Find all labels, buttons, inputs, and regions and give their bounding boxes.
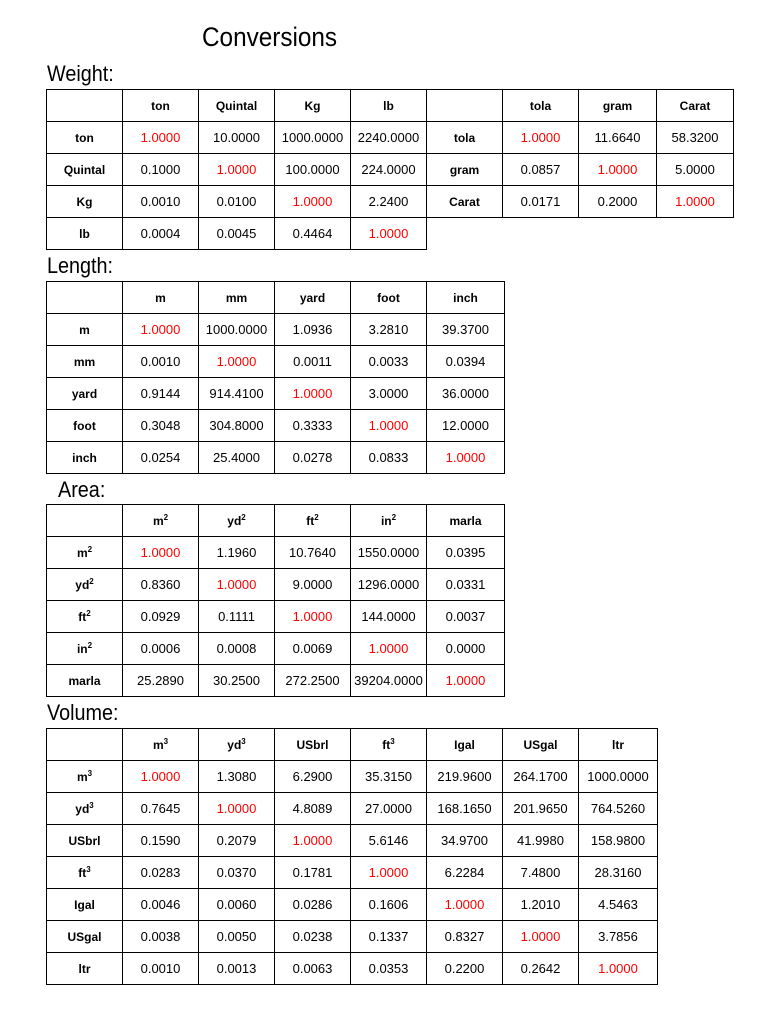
table-cell: 0.0045 (199, 218, 275, 250)
table-cell: 1.0000 (351, 410, 427, 442)
weight-section-label: Weight: (47, 61, 114, 86)
row-header-text: in (76, 641, 88, 656)
row-header-text: ft (78, 609, 87, 624)
table-cell: 1.0000 (275, 378, 351, 410)
table-cell: 1.0000 (123, 537, 199, 569)
table-cell: 6.2284 (427, 857, 503, 889)
table-cell: 1.0936 (275, 314, 351, 346)
table-cell: 0.3048 (123, 410, 199, 442)
table-cell: 1.0000 (427, 442, 505, 474)
table-cell: 0.0008 (199, 633, 275, 665)
column-header-text: ft (382, 737, 391, 752)
table-cell: 0.0006 (123, 633, 199, 665)
table-cell: 1296.0000 (351, 569, 427, 601)
table-row (47, 633, 505, 665)
table-cell: 0.0037 (427, 601, 505, 633)
table-cell: 1.0000 (351, 857, 427, 889)
table-cell: 0.2200 (427, 953, 503, 985)
table-cell: 36.0000 (427, 378, 505, 410)
table-cell: 100.0000 (275, 154, 351, 186)
table-cell: 10.7640 (275, 537, 351, 569)
row-header-text: marla (68, 673, 101, 688)
row-header: inch (47, 442, 123, 474)
table-cell: 0.0283 (123, 857, 199, 889)
table-cell: 0.0010 (123, 346, 199, 378)
column-header-text: marla (449, 513, 482, 528)
table-cell: 28.3160 (579, 857, 658, 889)
table-row (47, 122, 734, 154)
empty-cell (657, 218, 734, 250)
volume-table (46, 728, 658, 985)
column-header (123, 505, 199, 537)
column-header (579, 729, 658, 761)
table-cell: 3.2810 (351, 314, 427, 346)
column-header: Carat (657, 90, 734, 122)
table-cell: 58.3200 (657, 122, 734, 154)
area-table (46, 504, 505, 697)
table-cell: 1.0000 (503, 921, 579, 953)
column-header (503, 729, 579, 761)
column-header-exponent: 2 (314, 512, 319, 522)
row-header (47, 537, 123, 569)
column-header (199, 505, 275, 537)
table-cell: 2240.0000 (351, 122, 427, 154)
row-header (47, 889, 123, 921)
table-cell: 0.9144 (123, 378, 199, 410)
table-row (47, 154, 734, 186)
table-row (47, 793, 658, 825)
row-header-text: m (76, 545, 88, 560)
row-header-text: yd (75, 577, 90, 592)
table-cell: 764.5260 (579, 793, 658, 825)
empty-cell (503, 218, 579, 250)
column-header-exponent: 2 (241, 512, 246, 522)
table-header-row (47, 90, 734, 122)
column-header: inch (427, 282, 505, 314)
row-header-exponent: 3 (89, 800, 94, 810)
table-cell: 0.0278 (275, 442, 351, 474)
table-row (47, 218, 734, 250)
row-header: yard (47, 378, 123, 410)
table-cell: 1.1960 (199, 537, 275, 569)
table-cell: 272.2500 (275, 665, 351, 697)
table-cell: 10.0000 (199, 122, 275, 154)
row-header: Kg (47, 186, 123, 218)
page-title: Conversions (202, 22, 338, 52)
table-cell: 0.0046 (123, 889, 199, 921)
table-cell: 27.0000 (351, 793, 427, 825)
table-cell: 1000.0000 (579, 761, 658, 793)
table-cell: 1.0000 (199, 154, 275, 186)
column-header-exponent: 3 (241, 736, 246, 746)
table-cell: 1.0000 (351, 218, 427, 250)
row-header: tola (427, 122, 503, 154)
table-cell: 0.0050 (199, 921, 275, 953)
table-cell: 1.0000 (275, 186, 351, 218)
table-cell: 0.0100 (199, 186, 275, 218)
table-cell: 0.0010 (123, 186, 199, 218)
table-cell: 0.0004 (123, 218, 199, 250)
table-cell: 158.9800 (579, 825, 658, 857)
table-row (47, 314, 505, 346)
table-cell: 0.0370 (199, 857, 275, 889)
row-header-exponent: 2 (89, 576, 94, 586)
table-cell: 1550.0000 (351, 537, 427, 569)
table-row (47, 889, 658, 921)
table-cell: 7.4800 (503, 857, 579, 889)
table-header-row (47, 282, 505, 314)
corner-cell (47, 505, 123, 537)
table-cell: 2.2400 (351, 186, 427, 218)
column-header-exponent: 2 (391, 512, 397, 522)
table-cell: 0.7645 (123, 793, 199, 825)
row-header: lb (47, 218, 123, 250)
row-header-text: yd (75, 801, 90, 816)
column-header-text: USgal (523, 737, 558, 752)
column-header: ton (123, 90, 199, 122)
weight-table (46, 89, 734, 250)
row-header: m (47, 314, 123, 346)
table-header-row (47, 505, 505, 537)
table-cell: 3.0000 (351, 378, 427, 410)
row-header (47, 825, 123, 857)
table-cell: 304.8000 (199, 410, 275, 442)
table-cell: 224.0000 (351, 154, 427, 186)
table-cell: 0.0060 (199, 889, 275, 921)
table-cell: 914.4100 (199, 378, 275, 410)
table-cell: 1.0000 (427, 889, 503, 921)
row-header (47, 953, 123, 985)
table-cell: 25.4000 (199, 442, 275, 474)
row-header: foot (47, 410, 123, 442)
column-header (351, 505, 427, 537)
table-cell: 0.2000 (579, 186, 657, 218)
table-cell: 1000.0000 (199, 314, 275, 346)
table-row (47, 825, 658, 857)
column-header-text: ft (306, 513, 315, 528)
table-row (47, 761, 658, 793)
table-cell: 219.9600 (427, 761, 503, 793)
table-cell: 4.5463 (579, 889, 658, 921)
row-header-text: USgal (67, 929, 102, 944)
table-cell: 0.1781 (275, 857, 351, 889)
table-cell: 264.1700 (503, 761, 579, 793)
table-cell: 1.0000 (351, 633, 427, 665)
column-header (275, 729, 351, 761)
column-header-exponent: 3 (390, 736, 395, 746)
row-header-exponent: 2 (87, 544, 93, 554)
row-header: ton (47, 122, 123, 154)
table-cell: 11.6640 (579, 122, 657, 154)
table-cell: 1.0000 (199, 793, 275, 825)
table-cell: 1.0000 (657, 186, 734, 218)
column-header: foot (351, 282, 427, 314)
table-cell: 1.0000 (123, 314, 199, 346)
table-row (47, 857, 658, 889)
corner-cell (47, 90, 123, 122)
table-row (47, 410, 505, 442)
column-header-text: m (152, 513, 164, 528)
column-header: mm (199, 282, 275, 314)
table-cell: 1.3080 (199, 761, 275, 793)
row-header (47, 761, 123, 793)
table-cell: 0.0171 (503, 186, 579, 218)
table-cell: 0.4464 (275, 218, 351, 250)
area-section-label: Area: (58, 477, 106, 502)
column-header (123, 729, 199, 761)
column-header-text: Igal (454, 737, 475, 752)
length-table (46, 281, 505, 474)
table-cell: 5.6146 (351, 825, 427, 857)
table-cell: 0.0833 (351, 442, 427, 474)
table-cell: 6.2900 (275, 761, 351, 793)
table-cell: 12.0000 (427, 410, 505, 442)
volume-section-label: Volume: (47, 700, 119, 725)
row-header-exponent: 3 (87, 768, 93, 778)
table-cell: 35.3150 (351, 761, 427, 793)
table-cell: 39204.0000 (351, 665, 427, 697)
table-cell: 0.0063 (275, 953, 351, 985)
table-cell: 0.0033 (351, 346, 427, 378)
table-row (47, 921, 658, 953)
table-cell: 0.1111 (199, 601, 275, 633)
row-header (47, 665, 123, 697)
table-cell: 0.0331 (427, 569, 505, 601)
row-header (47, 601, 123, 633)
row-header (47, 633, 123, 665)
table-row (47, 569, 505, 601)
table-cell: 30.2500 (199, 665, 275, 697)
table-cell: 41.9980 (503, 825, 579, 857)
column-header: yard (275, 282, 351, 314)
table-cell: 0.1000 (123, 154, 199, 186)
table-row (47, 378, 505, 410)
table-cell: 168.1650 (427, 793, 503, 825)
table-row (47, 537, 505, 569)
table-row (47, 665, 505, 697)
row-header-exponent: 2 (86, 608, 91, 618)
row-header: Quintal (47, 154, 123, 186)
row-header-text: ft (78, 865, 87, 880)
table-cell: 4.8089 (275, 793, 351, 825)
column-header (427, 505, 505, 537)
column-header-text: ltr (612, 737, 624, 752)
column-header: gram (579, 90, 657, 122)
column-header: tola (503, 90, 579, 122)
table-cell: 34.9700 (427, 825, 503, 857)
table-row (47, 186, 734, 218)
column-header: lb (351, 90, 427, 122)
row-header-text: Igal (74, 897, 95, 912)
empty-cell (427, 218, 503, 250)
table-cell: 1000.0000 (275, 122, 351, 154)
table-cell: 0.2079 (199, 825, 275, 857)
table-cell: 1.0000 (579, 953, 658, 985)
table-cell: 0.0238 (275, 921, 351, 953)
table-cell: 0.0394 (427, 346, 505, 378)
row-header (47, 921, 123, 953)
table-cell: 0.8360 (123, 569, 199, 601)
row-header: gram (427, 154, 503, 186)
table-cell: 0.0395 (427, 537, 505, 569)
column-header (199, 729, 275, 761)
table-cell: 0.0011 (275, 346, 351, 378)
column-header-exponent: 3 (163, 736, 169, 746)
table-cell: 5.0000 (657, 154, 734, 186)
table-cell: 0.0013 (199, 953, 275, 985)
table-cell: 1.2010 (503, 889, 579, 921)
table-cell: 0.0353 (351, 953, 427, 985)
table-cell: 0.1337 (351, 921, 427, 953)
column-header (351, 729, 427, 761)
table-cell: 25.2890 (123, 665, 199, 697)
table-cell: 0.0038 (123, 921, 199, 953)
table-cell: 0.0857 (503, 154, 579, 186)
table-cell: 1.0000 (199, 346, 275, 378)
column-header-text: in (380, 513, 392, 528)
table-row (47, 442, 505, 474)
corner-cell (47, 282, 123, 314)
row-header (47, 569, 123, 601)
row-header-text: ltr (78, 961, 91, 976)
column-header: Kg (275, 90, 351, 122)
column-header (275, 505, 351, 537)
table-cell: 1.0000 (123, 761, 199, 793)
table-cell: 1.0000 (123, 122, 199, 154)
table-cell: 1.0000 (275, 825, 351, 857)
table-cell: 0.0000 (427, 633, 505, 665)
row-header (47, 793, 123, 825)
table-cell: 1.0000 (199, 569, 275, 601)
corner-cell (47, 729, 123, 761)
column-header-text: USbrl (296, 737, 329, 752)
table-cell: 0.8327 (427, 921, 503, 953)
row-header (47, 857, 123, 889)
table-header-row (47, 729, 658, 761)
column-header-text: yd (227, 513, 242, 528)
column-header (427, 729, 503, 761)
table-cell: 1.0000 (503, 122, 579, 154)
column-header-exponent: 2 (163, 512, 169, 522)
column-header-text: m (152, 737, 164, 752)
table-cell: 0.0929 (123, 601, 199, 633)
column-header: m (123, 282, 199, 314)
table-cell: 1.0000 (275, 601, 351, 633)
column-header: Quintal (199, 90, 275, 122)
row-header-text: m (76, 769, 88, 784)
row-header: mm (47, 346, 123, 378)
row-header-text: USbrl (68, 833, 101, 848)
table-cell: 0.3333 (275, 410, 351, 442)
row-header: Carat (427, 186, 503, 218)
row-header-exponent: 2 (87, 640, 93, 650)
table-cell: 9.0000 (275, 569, 351, 601)
table-cell: 0.0069 (275, 633, 351, 665)
table-cell: 1.0000 (579, 154, 657, 186)
table-row (47, 346, 505, 378)
table-row (47, 953, 658, 985)
table-cell: 0.1590 (123, 825, 199, 857)
table-cell: 0.0286 (275, 889, 351, 921)
empty-cell (579, 218, 657, 250)
table-cell: 201.9650 (503, 793, 579, 825)
column-header-text: yd (227, 737, 242, 752)
table-cell: 0.0010 (123, 953, 199, 985)
table-cell: 3.7856 (579, 921, 658, 953)
table-cell: 0.2642 (503, 953, 579, 985)
corner-cell (427, 90, 503, 122)
table-row (47, 601, 505, 633)
length-section-label: Length: (47, 253, 114, 278)
table-cell: 144.0000 (351, 601, 427, 633)
table-cell: 0.1606 (351, 889, 427, 921)
table-cell: 0.0254 (123, 442, 199, 474)
row-header-exponent: 3 (86, 864, 91, 874)
table-cell: 1.0000 (427, 665, 505, 697)
table-cell: 39.3700 (427, 314, 505, 346)
